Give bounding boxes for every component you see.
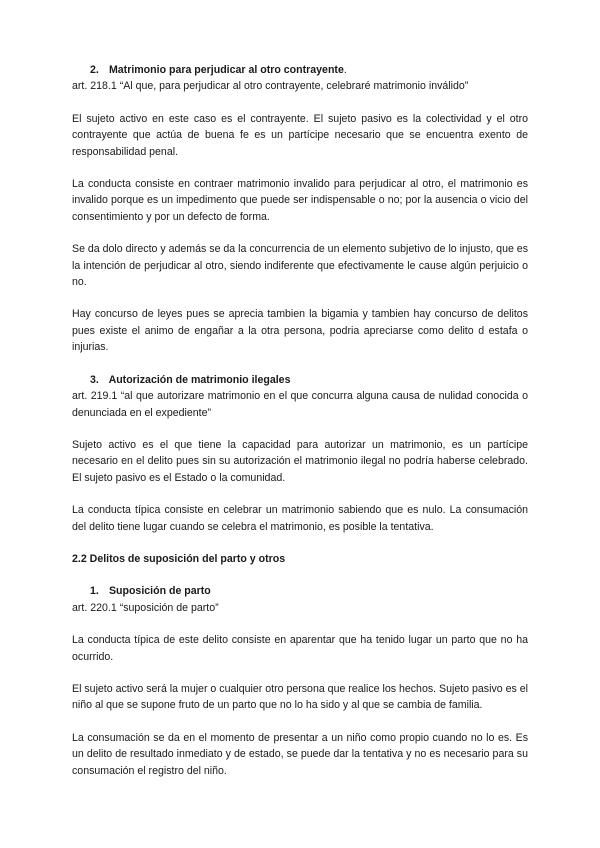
heading-matrimonio-perjudicar <box>72 62 528 78</box>
heading-number: 1. <box>90 585 99 598</box>
heading-number: 2. <box>90 64 99 76</box>
section-heading: 2.2 Delitos de suposición del parto y otros <box>72 552 286 565</box>
paragraph: La conducta típica consiste en celebrar un matrimonio sabiendo que es nulo. La consumación del delito tiene lugar cuando se celebra el matrimonio, es posible la tentativa. <box>72 504 528 533</box>
paragraph: Se da dolo directo y además se da la concurrencia de un elemento subjetivo de lo injusto, que es la intención de perjudicar al otro, siendo indiferente que efectivamente le cause algún perjuicio o no. <box>72 243 528 289</box>
heading-period: . <box>343 64 347 76</box>
paragraph: La conducta consiste en contraer matrimonio invalido para perjudicar al otro, el matrimonio es invalido porque es un impedimento que puede ser indispensable o no; por la ausencia o vicio del consentimiento y por un defecto de forma. <box>72 178 528 223</box>
heading-title: Matrimonio para perjudicar al otro contrayente <box>108 64 344 76</box>
article-quote: art. 220.1 “suposición de parto” <box>72 601 219 614</box>
document-page <box>72 62 528 779</box>
paragraph: La conducta típica de este delito consiste en aparentar que ha tenido lugar un parto que no ha ocurrido. <box>72 634 528 663</box>
heading-suposicion-parto <box>72 583 528 599</box>
heading-autorizacion <box>72 372 528 388</box>
paragraph: Sujeto activo es el que tiene la capacidad para autorizar un matrimonio, es un partícipe necesario en el delito pues sin su autorización el matrimonio ilegal no podría haberse celebrado. El sujeto pasivo es el Estado o la comunidad. <box>72 438 528 484</box>
paragraph: Hay concurso de leyes pues se aprecia tambien la bigamia y tambien hay concurso de delitos pues existe el animo de engañar a la otra persona, podria apreciarse como delito d estafa o injurias. <box>72 308 528 354</box>
paragraph: El sujeto activo será la mujer o cualquier otro persona que realice los hechos. Sujeto pasivo es el niño al que se supone fruto de un parto que no lo ha sido y al que se cambia de familia. <box>72 682 528 712</box>
heading-number: 3. <box>90 373 99 386</box>
heading-title: Suposición de parto <box>108 585 211 598</box>
article-quote: art. 218.1 “Al que, para perjudicar al otro contrayente, celebraré matrimonio inválido” <box>72 80 469 93</box>
heading-title: Autorización de matrimonio ilegales <box>108 373 291 386</box>
paragraph: La consumación se da en el momento de presentar a un niño como propio cuando no lo es. Es un delito de resultado inmediato y de estado, se puede dar la tentativa y no es necesario para su consumación el registro del niño. <box>72 731 528 777</box>
paragraph: El sujeto activo en este caso es el contrayente. El sujeto pasivo es la colectividad y el otro contrayente que actúa de buena fe es un partícipe necesario que se encuentra exento de responsabilidad penal. <box>72 112 528 158</box>
article-quote: art. 219.1 “al que autorizare matrimonio en el que concurra alguna causa de nulidad conocida o denunciada en el expediente” <box>72 390 528 419</box>
